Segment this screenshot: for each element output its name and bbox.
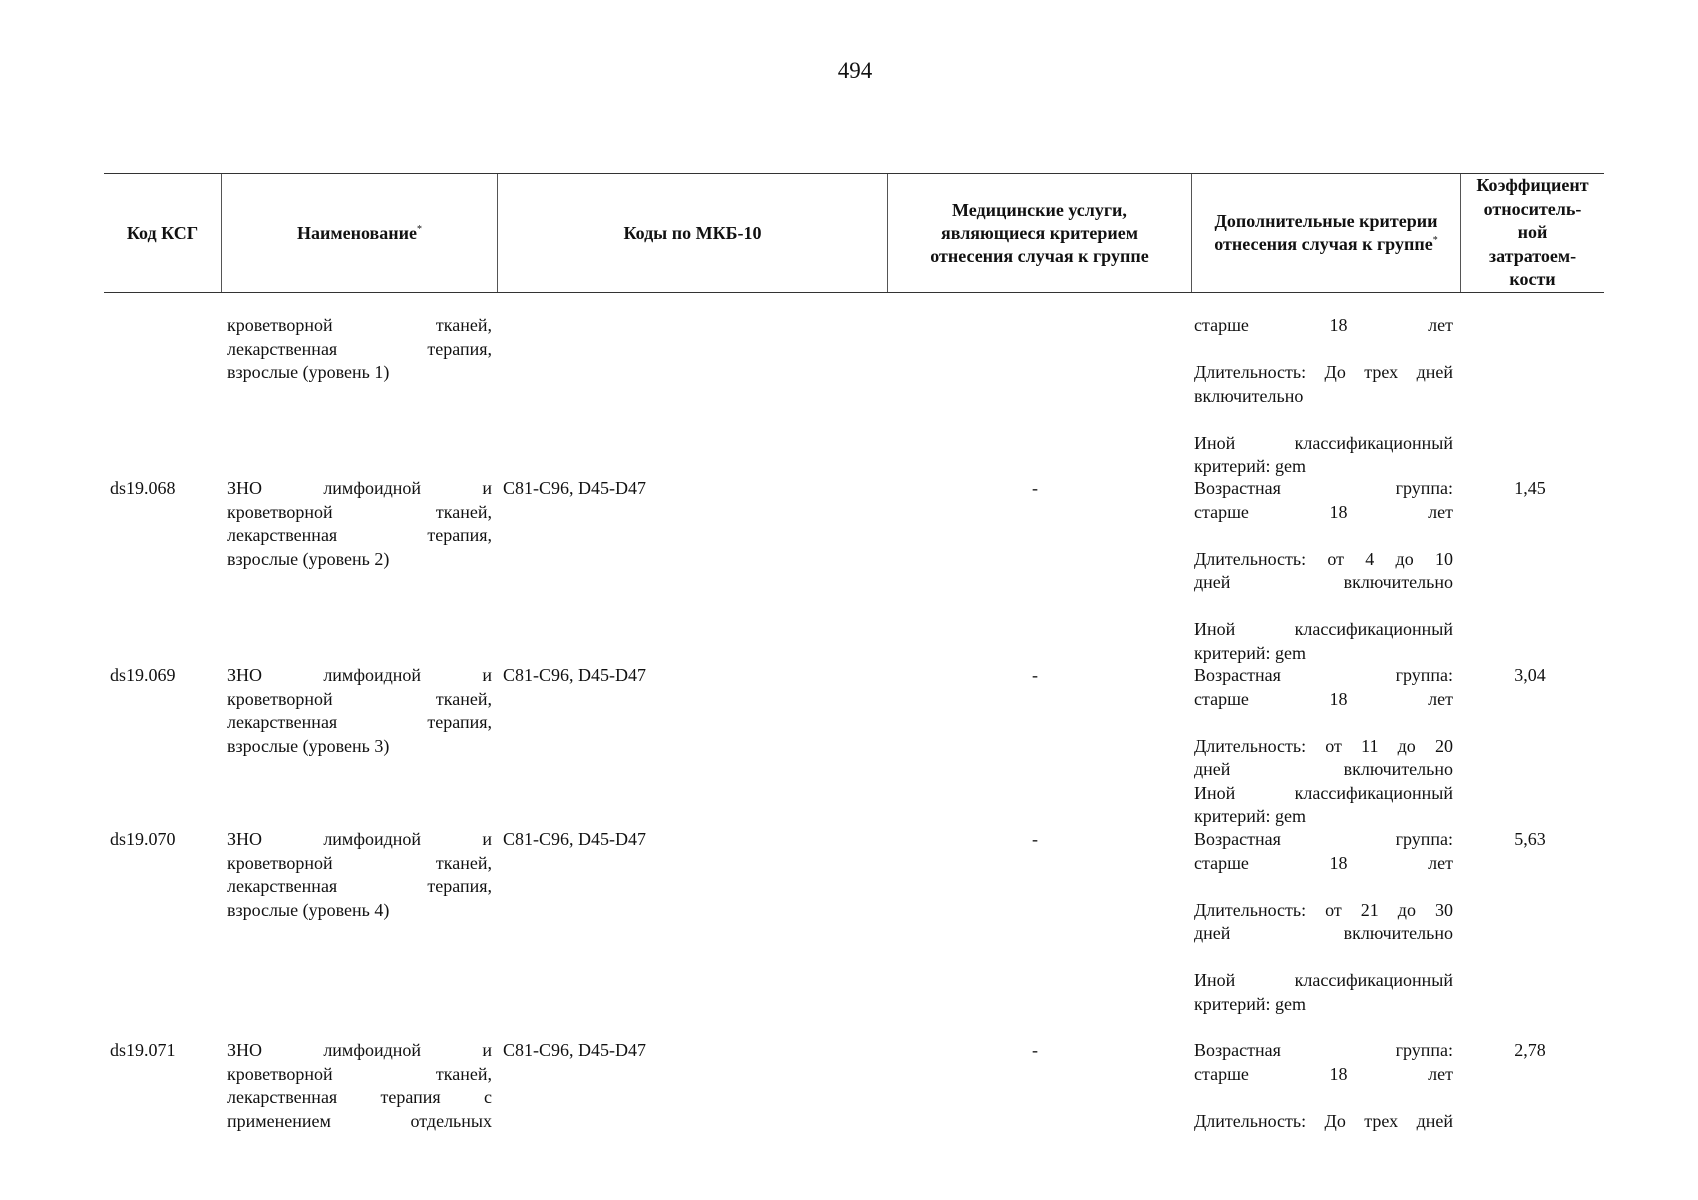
text-line (1194, 805, 1453, 829)
word: терапия, (427, 876, 492, 896)
word: и (482, 478, 492, 498)
header-code-label: Код КСГ (126, 222, 199, 243)
word: 11 (1361, 735, 1379, 756)
word: и (482, 829, 492, 849)
word: дней (1416, 1110, 1453, 1131)
header-mkb (497, 174, 887, 292)
text-line (227, 548, 492, 572)
header-services (887, 174, 1191, 292)
word: 18 (1329, 852, 1348, 873)
word: терапия, (427, 338, 492, 359)
word: Возрастная (1194, 1040, 1281, 1060)
row-services: - (1032, 478, 1038, 498)
word: от (1327, 548, 1344, 569)
text-line (227, 688, 492, 712)
text-line (1194, 595, 1453, 619)
word: от (1325, 899, 1342, 920)
text-line (1194, 758, 1453, 782)
word: дней (1194, 759, 1231, 779)
word: лимфоидной (323, 829, 422, 849)
word: включительно (1343, 923, 1453, 943)
header-criteria (1191, 174, 1460, 292)
word: старше (1194, 852, 1249, 873)
text-line (1194, 618, 1453, 642)
text-line (1194, 1086, 1453, 1110)
row-coefficient: 5,63 (1514, 829, 1546, 849)
text-line (1194, 828, 1453, 852)
word: отдельных (410, 1110, 492, 1131)
word: 4 (1365, 548, 1375, 569)
continued-criteria (1194, 314, 1453, 479)
word: дней (1416, 362, 1453, 382)
header-code (104, 174, 221, 292)
text-line (1194, 664, 1453, 688)
word: кроветворной (227, 501, 333, 522)
word: группа: (1395, 1040, 1453, 1060)
word: классификационный (1294, 432, 1453, 453)
text-line (1194, 1110, 1453, 1134)
text-line (227, 875, 492, 899)
row-name (227, 1039, 492, 1133)
text-line (227, 664, 492, 688)
text-line (1194, 455, 1453, 479)
text-line (1194, 408, 1453, 432)
word: лекарственная (227, 712, 338, 732)
row-criteria (1194, 477, 1453, 665)
word: от (1325, 735, 1342, 756)
word: взрослые (уровень 4) (227, 899, 390, 920)
row-mkb: C81-C96, D45-D47 (503, 665, 646, 685)
row-code: ds19.069 (110, 665, 176, 685)
word: лекарственная (227, 1087, 338, 1107)
text-line (1194, 571, 1453, 595)
word: взрослые (уровень 3) (227, 735, 390, 756)
header-mkb-label: Коды по МКБ-10 (623, 222, 762, 243)
text-line (1194, 642, 1453, 666)
word: и (482, 1040, 492, 1060)
word: и (482, 665, 492, 685)
word: лекарственная (227, 876, 338, 896)
text-line (1194, 1063, 1453, 1087)
word: критерий: gem (1194, 806, 1306, 826)
text-line (1194, 361, 1453, 385)
text-line (227, 477, 492, 501)
row-code: ds19.068 (110, 478, 176, 498)
text-line (227, 314, 492, 338)
row-criteria (1194, 1039, 1453, 1133)
word: классификационный (1294, 619, 1453, 639)
text-line (227, 524, 492, 548)
word: трех (1364, 362, 1399, 382)
word: 18 (1329, 315, 1348, 335)
word: критерий: gem (1194, 993, 1306, 1014)
word: 30 (1434, 899, 1453, 920)
header-coefficient (1460, 174, 1604, 292)
word: 18 (1329, 1063, 1348, 1084)
text-line (1194, 524, 1453, 548)
text-line (227, 711, 492, 735)
header-name (221, 174, 497, 292)
word: включительно (1194, 385, 1304, 406)
text-line (1194, 899, 1453, 923)
row-mkb: C81-C96, D45-D47 (503, 829, 646, 849)
word: группа: (1395, 478, 1453, 498)
header-coef-line: кости (1509, 269, 1556, 290)
row-criteria (1194, 664, 1453, 829)
text-line (227, 899, 492, 923)
header-criteria-footnote-mark: * (1432, 235, 1438, 246)
word: ЗНО (227, 665, 263, 685)
text-line (227, 828, 492, 852)
word: дней (1194, 572, 1231, 592)
text-line (1194, 711, 1453, 735)
header-coef-line: Коэффициент (1476, 175, 1589, 196)
word: лет (1428, 1063, 1453, 1084)
word: 20 (1435, 735, 1453, 756)
word: До (1324, 1110, 1346, 1131)
word: Возрастная (1194, 478, 1281, 498)
word: кроветворной (227, 1063, 333, 1084)
word: применением (227, 1110, 331, 1131)
text-line (1194, 969, 1453, 993)
row-coefficient: 2,78 (1514, 1040, 1546, 1060)
text-line (1194, 501, 1453, 525)
row-mkb: C81-C96, D45-D47 (503, 478, 646, 498)
word: терапия, (427, 712, 492, 732)
row-coefficient: 3,04 (1514, 665, 1546, 685)
row-code: ds19.070 (110, 829, 176, 849)
word: до (1395, 548, 1414, 569)
word: критерий: gem (1194, 456, 1306, 476)
header-services-line: отнесения случая к группе (930, 245, 1149, 266)
row-name (227, 828, 492, 922)
word: классификационный (1294, 782, 1453, 803)
word: Иной (1194, 619, 1236, 639)
word: Возрастная (1194, 829, 1281, 849)
text-line (227, 852, 492, 876)
word: тканей, (435, 688, 492, 709)
word: тканей, (435, 852, 492, 873)
header-name-footnote-mark: * (417, 223, 422, 235)
text-line (227, 1063, 492, 1087)
text-line (1194, 993, 1453, 1017)
header-name-label: Наименование (297, 222, 417, 243)
word: Иной (1194, 432, 1236, 453)
word: 10 (1434, 548, 1453, 569)
word: Возрастная (1194, 665, 1281, 685)
word: старше (1194, 1063, 1249, 1084)
text-line (1194, 946, 1453, 970)
word: тканей, (435, 315, 492, 335)
header-services-line: являющиеся критерием (940, 222, 1139, 243)
word: критерий: gem (1194, 642, 1306, 663)
word: старше (1194, 688, 1249, 709)
text-line (227, 1086, 492, 1110)
page-number: 494 (837, 58, 873, 83)
text-line (1194, 875, 1453, 899)
word: кроветворной (227, 852, 333, 873)
word: тканей, (435, 501, 492, 522)
text-line (1194, 548, 1453, 572)
header-coef-line: затратоем- (1488, 245, 1577, 266)
row-mkb: C81-C96, D45-D47 (503, 1040, 646, 1060)
header-criteria-line: Дополнительные критерии (1214, 211, 1438, 231)
row-services: - (1032, 829, 1038, 849)
word: лимфоидной (323, 478, 422, 498)
word: лимфоидной (323, 665, 422, 685)
word: до (1397, 735, 1416, 756)
row-criteria (1194, 828, 1453, 1016)
word: группа: (1395, 829, 1453, 849)
word: лет (1428, 688, 1453, 709)
word: взрослые (уровень 2) (227, 548, 390, 569)
text-line (227, 1039, 492, 1063)
text-line (1194, 432, 1453, 456)
word: лет (1428, 501, 1453, 522)
word: трех (1364, 1110, 1399, 1131)
word: Длительность: (1194, 362, 1307, 382)
word: Иной (1194, 970, 1236, 990)
word: лет (1428, 852, 1453, 873)
word: тканей, (435, 1063, 492, 1084)
word: взрослые (уровень 1) (227, 362, 390, 382)
word: с (484, 1087, 492, 1107)
text-line (1194, 1039, 1453, 1063)
text-line (1194, 852, 1453, 876)
word: до (1397, 899, 1416, 920)
row-name (227, 664, 492, 758)
word: старше (1194, 315, 1249, 335)
table-header (104, 173, 1604, 293)
text-line (227, 735, 492, 759)
word: лет (1428, 315, 1453, 335)
text-line (227, 338, 492, 362)
row-code: ds19.071 (110, 1040, 176, 1060)
header-criteria-line: отнесения случая к группе (1214, 234, 1433, 254)
word: лекарственная (227, 525, 338, 545)
row-coefficient: 1,45 (1514, 478, 1546, 498)
word: ЗНО (227, 1040, 263, 1060)
word: Иной (1194, 782, 1236, 803)
header-coef-line: относитель- (1483, 198, 1582, 219)
word: До (1324, 362, 1346, 382)
text-line (227, 501, 492, 525)
word: 18 (1329, 688, 1348, 709)
header-coef-line: ной (1517, 222, 1548, 243)
word: кроветворной (227, 315, 333, 335)
text-line (1194, 922, 1453, 946)
word: терапия, (427, 525, 492, 545)
word: 18 (1329, 501, 1348, 522)
word: группа: (1395, 665, 1453, 685)
text-line (1194, 688, 1453, 712)
text-line (227, 1110, 492, 1134)
word: лекарственная (227, 338, 338, 359)
word: Длительность: (1194, 899, 1307, 920)
word: кроветворной (227, 688, 333, 709)
text-line (227, 361, 492, 385)
word: включительно (1343, 759, 1453, 779)
row-services: - (1032, 1040, 1038, 1060)
row-services: - (1032, 665, 1038, 685)
word: Длительность: (1194, 735, 1307, 756)
text-line (1194, 385, 1453, 409)
text-line (1194, 314, 1453, 338)
word: классификационный (1294, 970, 1453, 990)
word: терапия (380, 1087, 441, 1107)
header-services-line: Медицинские услуги, (952, 199, 1127, 220)
word: лимфоидной (323, 1040, 422, 1060)
word: старше (1194, 501, 1249, 522)
text-line (1194, 338, 1453, 362)
word: Длительность: (1194, 548, 1307, 569)
text-line (1194, 735, 1453, 759)
row-name (227, 477, 492, 571)
word: 21 (1360, 899, 1379, 920)
word: Длительность: (1194, 1110, 1307, 1131)
text-line (1194, 477, 1453, 501)
continued-name (227, 314, 492, 385)
word: ЗНО (227, 829, 263, 849)
word: включительно (1343, 572, 1453, 592)
text-line (1194, 782, 1453, 806)
word: дней (1194, 923, 1231, 943)
word: ЗНО (227, 478, 263, 498)
